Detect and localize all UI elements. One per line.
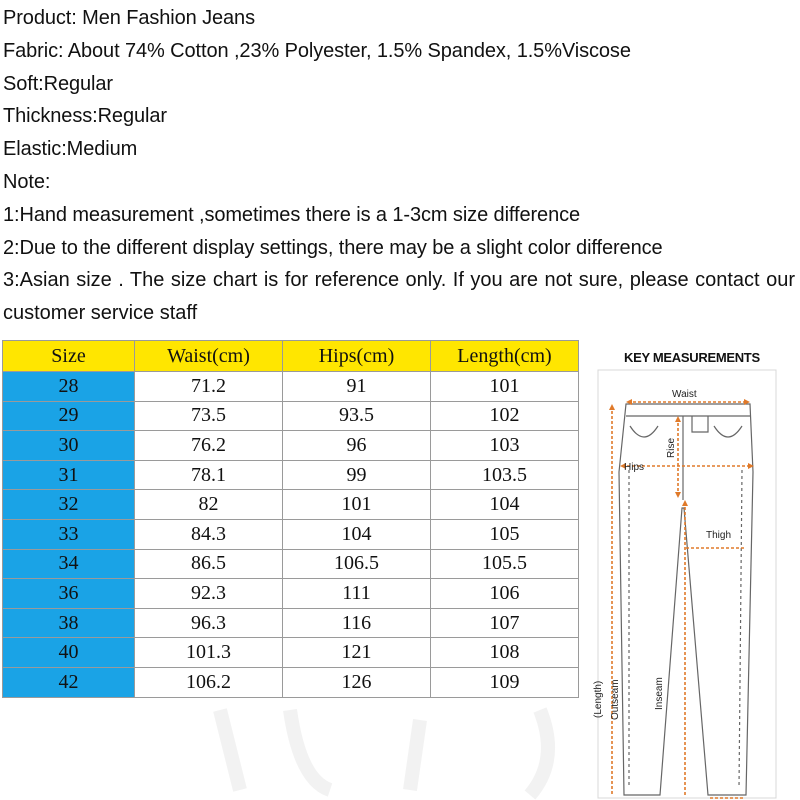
waist-cell: 84.3 [135, 519, 283, 549]
length-cell: 103 [431, 431, 579, 461]
hips-cell: 106.5 [283, 549, 431, 579]
key-measurements-diagram [586, 340, 798, 800]
size-cell: 36 [3, 579, 135, 609]
waist-cell: 86.5 [135, 549, 283, 579]
outseam-label: Outseam [610, 679, 621, 720]
product-info [3, 2, 798, 330]
size-cell: 33 [3, 519, 135, 549]
table-row [3, 431, 579, 461]
table-row [3, 519, 579, 549]
waist-cell: 106.2 [135, 667, 283, 697]
size-cell: 34 [3, 549, 135, 579]
header-length: Length(cm) [431, 341, 579, 372]
size-cell: 28 [3, 372, 135, 402]
length-cell: 105 [431, 519, 579, 549]
faded-watermark-shapes [0, 700, 580, 800]
size-cell: 31 [3, 460, 135, 490]
hips-cell: 121 [283, 638, 431, 668]
length-cell: 104 [431, 490, 579, 520]
product-name: Product: Men Fashion Jeans [3, 7, 255, 29]
inseam-label: Inseam [654, 677, 665, 710]
size-chart-table [2, 340, 579, 698]
table-header-row [3, 341, 579, 372]
hips-cell: 93.5 [283, 401, 431, 431]
length-cell: 105.5 [431, 549, 579, 579]
hips-cell: 96 [283, 431, 431, 461]
thigh-label: Thigh [706, 530, 732, 541]
length-cell: 108 [431, 638, 579, 668]
waist-cell: 96.3 [135, 608, 283, 638]
length-label: (Length) [593, 680, 604, 718]
waist-cell: 78.1 [135, 460, 283, 490]
waist-label: Waist [672, 389, 697, 400]
table-row [3, 490, 579, 520]
table-row [3, 608, 579, 638]
length-cell: 101 [431, 372, 579, 402]
size-cell: 40 [3, 638, 135, 668]
waist-cell: 76.2 [135, 431, 283, 461]
waist-cell: 92.3 [135, 579, 283, 609]
note-2: 2:Due to the different display settings, there may be a slight color difference [3, 236, 663, 259]
table-row [3, 372, 579, 402]
table-row [3, 549, 579, 579]
hips-cell: 104 [283, 519, 431, 549]
fabric-composition: Fabric: About 74% Cotton ,23% Polyester, 1.5% Spandex, 1.5%Viscose [3, 39, 631, 62]
hips-cell: 91 [283, 372, 431, 402]
note-1: 1:Hand measurement ,sometimes there is a 1-3cm size difference [3, 203, 581, 226]
hips-cell: 99 [283, 460, 431, 490]
size-cell: 38 [3, 608, 135, 638]
header-hips: Hips(cm) [283, 341, 431, 372]
hips-cell: 111 [283, 579, 431, 609]
table-row [3, 460, 579, 490]
header-size: Size [3, 341, 135, 372]
jeans-illustration [586, 340, 798, 800]
length-cell: 109 [431, 667, 579, 697]
arrow-heads [609, 399, 754, 506]
length-cell: 102 [431, 401, 579, 431]
size-cell: 30 [3, 431, 135, 461]
soft-spec: Soft:Regular [3, 72, 113, 95]
hips-cell: 116 [283, 608, 431, 638]
length-cell: 106 [431, 579, 579, 609]
elastic-spec: Elastic:Medium [3, 138, 138, 161]
rise-label: Rise [666, 437, 677, 458]
size-cell: 29 [3, 401, 135, 431]
table-row [3, 579, 579, 609]
waist-cell: 101.3 [135, 638, 283, 668]
size-cell: 42 [3, 667, 135, 697]
waist-cell: 71.2 [135, 372, 283, 402]
header-waist: Waist(cm) [135, 341, 283, 372]
length-cell: 103.5 [431, 460, 579, 490]
size-cell: 32 [3, 490, 135, 520]
length-cell: 107 [431, 608, 579, 638]
table-row [3, 667, 579, 697]
thickness-spec: Thickness:Regular [3, 105, 167, 128]
hips-cell: 126 [283, 667, 431, 697]
hips-cell: 101 [283, 490, 431, 520]
note-heading: Note: [3, 170, 51, 193]
hips-label: Hips [624, 462, 645, 473]
diagram-title: KEY MEASUREMENTS [624, 350, 760, 365]
waist-cell: 82 [135, 490, 283, 520]
diagram-frame [598, 370, 776, 798]
waist-cell: 73.5 [135, 401, 283, 431]
table-row [3, 638, 579, 668]
note-3: 3:Asian size . The size chart is for reference only. If you are not sure, please contact our customer service staff [3, 269, 795, 325]
table-row [3, 401, 579, 431]
